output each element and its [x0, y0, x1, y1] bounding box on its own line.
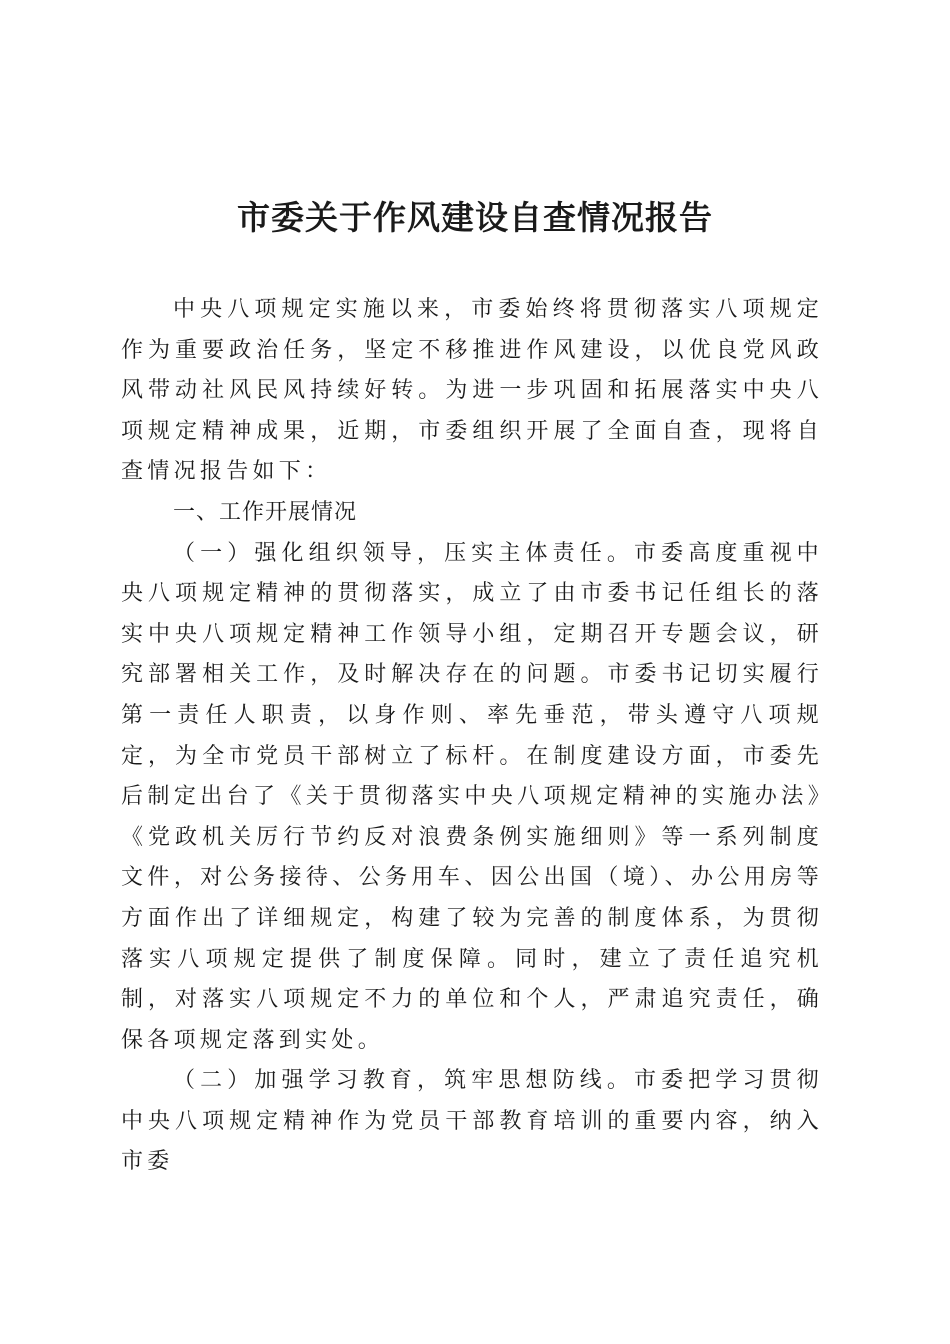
subsection-body-2: 市委把学习贯彻中央八项规定精神作为党员干部教育培训的重要内容，纳入市委 [121, 1068, 823, 1175]
subsection-paragraph-2 [121, 1061, 823, 1183]
intro-paragraph: 中央八项规定实施以来，市委始终将贯彻落实八项规定作为重要政治任务，坚定不移推进作风建设，以优良党风政风带动社风民风持续好转。为进一步巩固和拓展落实中央八项规定精神成果，近期，市委组织开展了全面自查，现将自查情况报告如下： [121, 297, 823, 485]
subsection-heading-2: （二）加强学习教育，筑牢思想防线。 [173, 1068, 634, 1094]
section-heading-1: 一、工作开展情况 [173, 499, 358, 525]
subsection-paragraph-1 [121, 534, 823, 1062]
subsection-body-1: 市委高度重视中央八项规定精神的贯彻落实，成立了由市委书记任组长的落实中央八项规定精神工作领导小组，定期召开专题会议，研究部署相关工作，及时解决存在的问题。市委书记切实履行第一责任人职责，以身作则、率先垂范，带头遵守八项规定，为全市党员干部树立了标杆。在制度建设方面，市委先后制定出台了《关于贯彻落实中央八项规定精神的实施办法》《党政机关厉行节约反对浪费条例实施细则》等一系列制度文件，对公务接待、公务用车、因公出国（境）、办公用房等方面作出了详细规定，构建了较为完善的制度体系，为贯彻落实八项规定提供了制度保障。同时，建立了责任追究机制，对落实八项规定不力的单位和个人，严肃追究责任，确保各项规定落到实处。 [121, 540, 823, 1053]
document-body [121, 290, 823, 1183]
subsection-heading-1: （一）强化组织领导，压实主体责任。 [173, 540, 634, 566]
document-title: 市委关于作风建设自查情况报告 [237, 198, 713, 237]
